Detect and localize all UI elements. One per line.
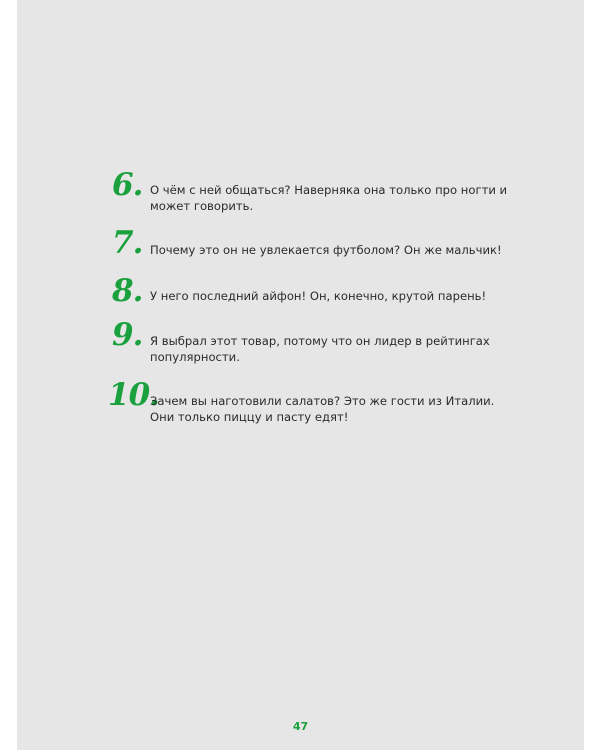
item-text: Я выбрал этот товар, потому что он лидер в рейтингах популярности. bbox=[150, 334, 490, 364]
book-page bbox=[17, 0, 584, 750]
item-number: 6. bbox=[112, 167, 143, 203]
item-text: У него последний айфон! Он, конечно, крутой парень! bbox=[150, 289, 487, 303]
item-text: Зачем вы наготовили салатов? Это же гости из Италии. Они только пиццу и пасту едят! bbox=[150, 394, 495, 424]
item-text: О чём с ней общаться? Наверняка она только про ногти и может говорить. bbox=[150, 183, 508, 213]
item-text: Почему это он не увлекается футболом? Он же мальчик! bbox=[150, 243, 502, 257]
item-number: 9. bbox=[112, 317, 143, 353]
page-number: 47 bbox=[292, 720, 309, 733]
item-number: 10. bbox=[108, 377, 159, 413]
item-number: 7. bbox=[112, 225, 143, 261]
item-number: 8. bbox=[112, 273, 143, 309]
